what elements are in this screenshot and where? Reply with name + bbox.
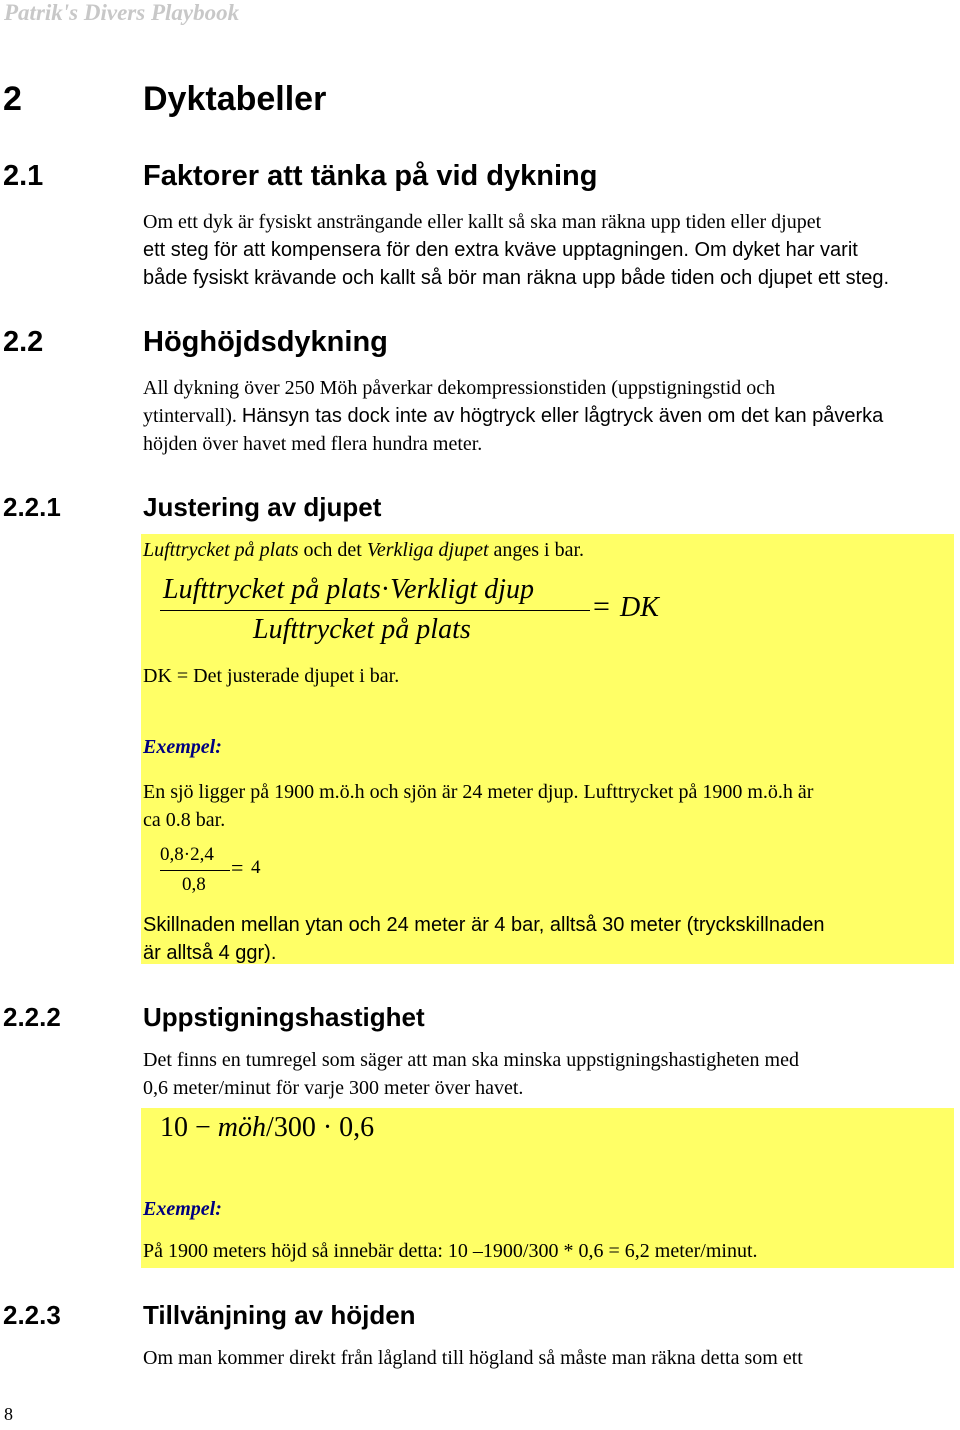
formula-term: 300 bbox=[273, 1112, 316, 1143]
subsection-number: 2.2 bbox=[3, 326, 44, 358]
formula-term: 0,8 bbox=[160, 844, 184, 865]
section-number: 2 bbox=[3, 80, 22, 118]
example-text bbox=[143, 778, 948, 834]
paragraph-line bbox=[143, 236, 958, 264]
paragraph-line: Om ett dyk är fysiskt ansträngande eller kallt så ska man räkna upp tiden eller djupet bbox=[143, 211, 822, 233]
paragraph-line: höjden över havet med flera hundra meter. bbox=[143, 433, 483, 455]
example-label: Exempel: bbox=[143, 1198, 222, 1220]
paragraph-line: Det finns en tumregel som säger att man ska minska uppstigningshastigheten med bbox=[143, 1049, 799, 1071]
intro-term: Lufttrycket på plats bbox=[143, 539, 299, 561]
running-header: Patrik's Divers Playbook bbox=[4, 0, 240, 25]
formula-numerator bbox=[163, 574, 534, 606]
formula-result: 4 bbox=[251, 857, 261, 878]
example-text: På 1900 meters höjd så innebär detta: 10 –1900/300 * 0,6 = 6,2 meter/minut. bbox=[143, 1240, 758, 1262]
multiply-dot: · bbox=[183, 844, 191, 865]
fraction-bar bbox=[160, 870, 230, 871]
formula-term: 0,6 bbox=[339, 1112, 375, 1143]
fraction-bar bbox=[160, 610, 590, 611]
intro-term: Verkliga djupet bbox=[366, 539, 489, 561]
example-formula-denominator: 0,8 bbox=[182, 874, 206, 895]
subsubsection-title: Justering av djupet bbox=[143, 492, 382, 522]
conclusion-line: Skillnaden mellan ytan och 24 meter är 4 bar, alltså 30 meter (tryckskillnaden bbox=[143, 914, 825, 936]
formula-term: möh bbox=[217, 1112, 267, 1143]
subsubsection-title: Tillvänjning av höjden bbox=[143, 1300, 416, 1330]
paragraph-acclimatization: Om man kommer direkt från lågland till högland så måste man räkna detta som ett bbox=[143, 1347, 803, 1369]
subsubsection-number: 2.2.1 bbox=[3, 492, 61, 522]
example-conclusion bbox=[143, 911, 953, 967]
formula-term: 2,4 bbox=[190, 844, 214, 865]
minus-sign: − bbox=[195, 1112, 211, 1143]
intro-text: och det bbox=[298, 539, 367, 561]
example-label: Exempel: bbox=[143, 736, 222, 758]
subsubsection-title: Uppstigningshastighet bbox=[143, 1002, 425, 1032]
formula-equals: = bbox=[593, 590, 610, 623]
intro-text: anges i bar. bbox=[488, 539, 585, 561]
example-formula-numerator bbox=[160, 844, 214, 866]
paragraph-ascent bbox=[143, 1046, 958, 1102]
subsection-title: Höghöjdsdykning bbox=[143, 326, 388, 358]
multiply-dot: · bbox=[380, 574, 391, 605]
formula-term: Verkligt djup bbox=[390, 574, 534, 605]
subsection-number: 2.1 bbox=[3, 160, 44, 192]
depth-intro bbox=[143, 536, 584, 564]
subsubsection-number: 2.2.3 bbox=[3, 1300, 61, 1330]
paragraph-fragment: Om dyket har varit bbox=[688, 239, 858, 261]
conclusion-line: är alltså 4 ggr). bbox=[143, 942, 277, 964]
multiply-dot: · bbox=[322, 1112, 333, 1143]
paragraph-fragment: Hänsyn tas dock inte av högtryck eller lågtryck även om det kan påverka bbox=[241, 405, 884, 427]
section-title: Dyktabeller bbox=[143, 80, 327, 118]
formula-denominator: Lufttrycket på plats bbox=[253, 614, 471, 645]
example-line: ca 0.8 bar. bbox=[143, 809, 226, 831]
paragraph-fragment: ett steg för att kompensera för den extra kväve upptagningen. bbox=[143, 239, 689, 261]
paragraph-line bbox=[143, 402, 958, 430]
formula-term: Lufttrycket på plats bbox=[163, 574, 381, 605]
example-line: En sjö ligger på 1900 m.ö.h och sjön är 24 meter djup. Lufttrycket på 1900 m.ö.h är bbox=[143, 781, 814, 803]
slash-sign: / bbox=[266, 1112, 274, 1143]
formula-term: 10 bbox=[160, 1112, 188, 1143]
page-number: 8 bbox=[4, 1404, 13, 1424]
formula-equals: = bbox=[231, 855, 244, 880]
ascent-formula bbox=[160, 1112, 374, 1144]
paragraph-line: 0,6 meter/minut för varje 300 meter över havet. bbox=[143, 1077, 524, 1099]
subsubsection-number: 2.2.2 bbox=[3, 1002, 61, 1032]
formula-result: DK bbox=[620, 592, 659, 623]
subsection-title: Faktorer att tänka på vid dykning bbox=[143, 160, 598, 192]
paragraph-factors bbox=[143, 208, 958, 292]
paragraph-line: All dykning över 250 Möh påverkar dekompressionstiden (uppstigningstid och bbox=[143, 377, 776, 399]
paragraph-altitude bbox=[143, 374, 958, 458]
dk-definition: DK = Det justerade djupet i bar. bbox=[143, 665, 400, 687]
paragraph-fragment: ytintervall). bbox=[143, 405, 242, 427]
paragraph-line: både fysiskt krävande och kallt så bör man räkna upp både tiden och djupet ett steg. bbox=[143, 267, 890, 289]
